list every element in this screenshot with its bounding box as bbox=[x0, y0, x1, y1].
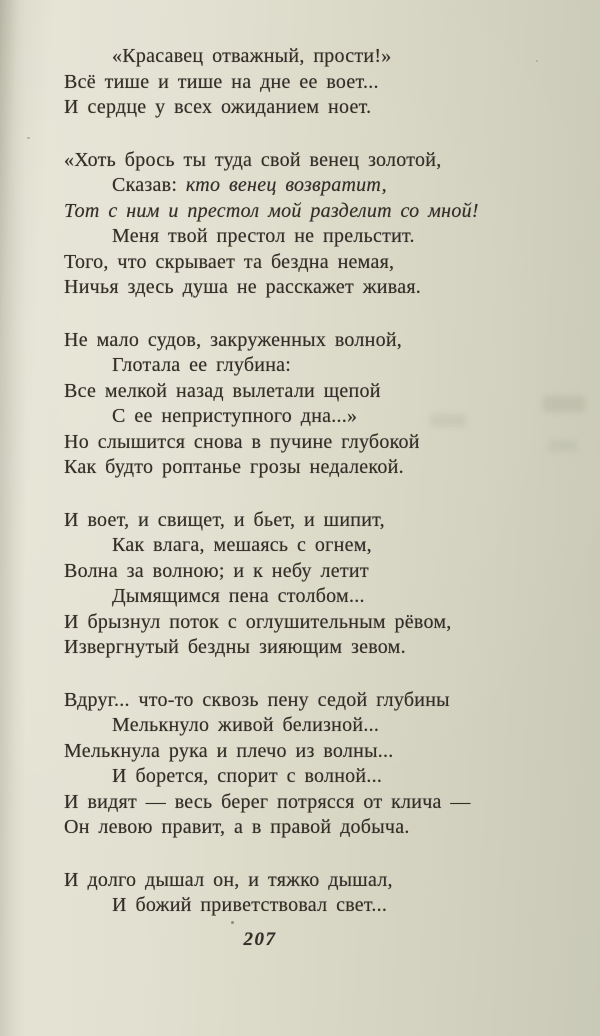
poem-text: Дымящимся пена столбом... bbox=[112, 585, 365, 607]
poem-text: И воет, и свищет, и бьет, и шипит, bbox=[64, 508, 385, 531]
poem-line bbox=[64, 584, 544, 610]
stanza bbox=[64, 868, 544, 919]
poem-line bbox=[64, 764, 544, 790]
poem-text: Меня твой престол не прельстит. bbox=[112, 225, 415, 247]
poem-line bbox=[64, 688, 544, 714]
poem-line bbox=[64, 353, 544, 379]
page-gutter-shadow bbox=[0, 0, 26, 1036]
poem-line bbox=[64, 328, 544, 354]
poem-line bbox=[64, 148, 544, 174]
poem-text: Волна за волною; и к небу летит bbox=[64, 559, 369, 582]
poem-line bbox=[64, 379, 544, 405]
poem-text: «Хоть брось ты туда свой венец золотой, bbox=[64, 148, 442, 171]
stanza bbox=[64, 328, 544, 481]
poem-line bbox=[64, 635, 544, 661]
stanza bbox=[64, 508, 544, 661]
poem-text: Сказав: bbox=[112, 174, 186, 196]
poem-text: Не мало судов, закруженных волной, bbox=[64, 328, 403, 351]
poem-text: Того, что скрывает та бездна немая, bbox=[64, 250, 395, 273]
poem-text: Он левою правит, а в правой добыча. bbox=[64, 816, 410, 838]
poem-text: Всё тише и тише на дне ее воет... bbox=[64, 70, 379, 93]
poem-line bbox=[64, 250, 544, 276]
stanza bbox=[64, 688, 544, 841]
poem-line bbox=[64, 739, 544, 765]
poem-text: Глотала ее глубина: bbox=[112, 354, 292, 376]
poem-text: И долго дышал он, и тяжко дышал, bbox=[64, 868, 393, 891]
scan-speck bbox=[27, 137, 30, 139]
stanza bbox=[64, 44, 544, 121]
poem-line bbox=[64, 95, 544, 121]
poem-line bbox=[64, 455, 544, 481]
poem-text: «Красавец отважный, прости!» bbox=[112, 45, 392, 67]
poem-line bbox=[64, 790, 544, 816]
poem-text: Извергнутый бездны зияющим зевом. bbox=[64, 636, 406, 658]
poem-line bbox=[64, 713, 544, 739]
poem-text: Но слышится снова в пучине глубокой bbox=[64, 430, 420, 453]
poem-text: Мелькнуло живой белизной... bbox=[112, 714, 380, 736]
poem-text: Как будто роптанье грозы недалекой. bbox=[64, 456, 404, 478]
poem-line bbox=[64, 44, 544, 70]
poem-text: И брызнул поток с оглушительным рёвом, bbox=[64, 610, 452, 633]
scan-artifact bbox=[548, 440, 578, 452]
scan-artifact bbox=[543, 396, 585, 412]
poem-text-italic: Тот с ним и престол мой разделит со мной! bbox=[64, 199, 479, 222]
poem bbox=[64, 44, 544, 946]
poem-text: Все мелкой назад вылетали щепой bbox=[64, 379, 381, 402]
poem-line bbox=[64, 533, 544, 559]
poem-text: И борется, спорит с волной... bbox=[112, 765, 383, 787]
poem-line bbox=[64, 224, 544, 250]
poem-line bbox=[64, 173, 544, 199]
poem-text: И видят — весь берег потрясся от клича — bbox=[64, 790, 471, 813]
poem-line bbox=[64, 559, 544, 585]
poem-text: С ее неприступного дна...» bbox=[112, 405, 358, 427]
poem-text: Как влага, мешаясь с огнем, bbox=[112, 534, 372, 556]
poem-text: И божий приветствовал свет... bbox=[112, 894, 388, 916]
poem-line bbox=[64, 815, 544, 841]
page-number: 207 bbox=[243, 929, 277, 950]
poem-line bbox=[64, 610, 544, 636]
stanza bbox=[64, 148, 544, 301]
poem-line bbox=[64, 430, 544, 456]
poem-line bbox=[64, 868, 544, 894]
poem-line bbox=[64, 893, 544, 919]
poem-text: Мелькнула рука и плечо из волны... bbox=[64, 739, 394, 762]
poem-line bbox=[64, 508, 544, 534]
poem-line bbox=[64, 70, 544, 96]
poem-text-italic: кто венец возвратит, bbox=[185, 174, 387, 196]
poem-text: Вдруг... что-то сквозь пену седой глубины bbox=[64, 688, 450, 711]
poem-line bbox=[64, 275, 544, 301]
poem-line bbox=[64, 199, 544, 225]
poem-line bbox=[64, 404, 544, 430]
poem-text: Ничья здесь душа не расскажет живая. bbox=[64, 276, 422, 298]
poem-text: И сердце у всех ожиданием ноет. bbox=[64, 96, 372, 118]
